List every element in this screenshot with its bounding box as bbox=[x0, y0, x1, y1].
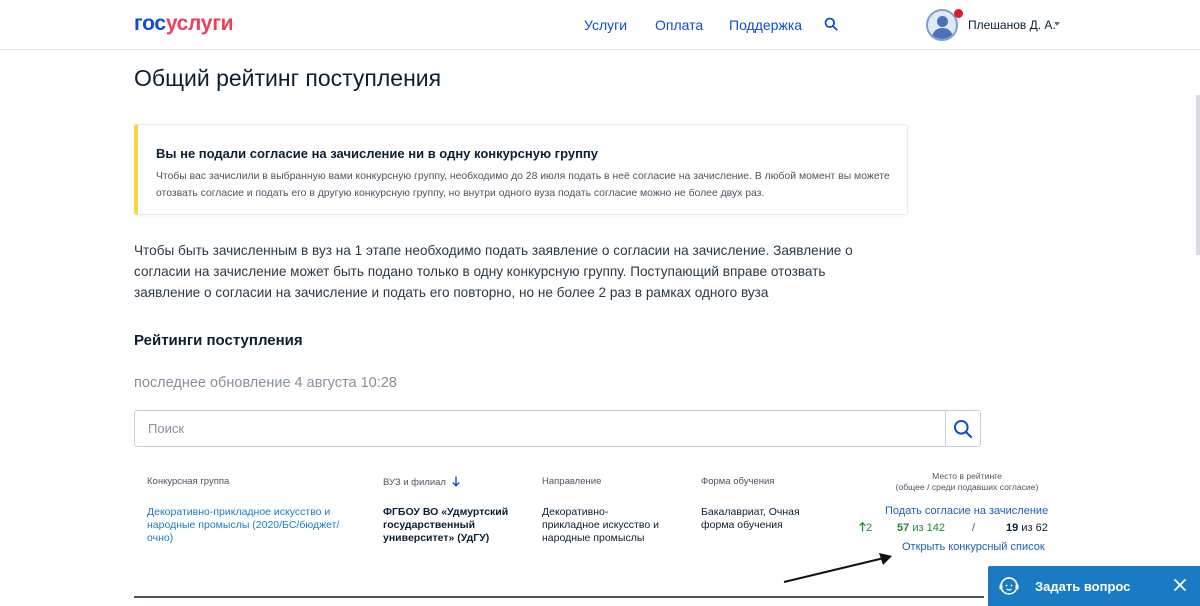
place-total-of: из bbox=[912, 522, 924, 534]
header-place-subtitle: (общее / среди подавших согласие) bbox=[895, 482, 1039, 492]
search-input[interactable] bbox=[135, 411, 945, 446]
scrollbar[interactable] bbox=[1196, 95, 1200, 255]
close-icon[interactable] bbox=[1172, 577, 1188, 593]
alert-title: Вы не подали согласие на зачисление ни в одну конкурсную группу bbox=[156, 146, 599, 161]
user-name[interactable]: Плешанов Д. А. bbox=[968, 18, 1056, 32]
place-total-value: 57 bbox=[897, 522, 910, 534]
chevron-down-icon[interactable] bbox=[1054, 22, 1060, 26]
row-university: ФГБОУ ВО «Удмуртский государственный университет» (УдГУ) bbox=[383, 506, 509, 544]
gosuslugi-logo[interactable] bbox=[134, 12, 233, 36]
row-direction: Декоративно-прикладное искусство и народные промыслы bbox=[542, 506, 659, 544]
row-form: Бакалавриат, Очная форма обучения bbox=[701, 506, 800, 531]
ask-question-button[interactable] bbox=[988, 566, 1200, 606]
open-competition-list-link[interactable]: Открыть конкурсный список bbox=[902, 541, 1045, 553]
last-update: последнее обновление 4 августа 10:28 bbox=[134, 375, 397, 391]
place-consent-of: из bbox=[1021, 522, 1033, 534]
header-university[interactable] bbox=[383, 476, 460, 488]
top-header bbox=[0, 0, 1200, 50]
header-group: Конкурсная группа bbox=[147, 476, 230, 487]
row-group-link[interactable]: Декоративно-прикладное искусство и народные промыслы (2020/БС/бюджет/очно) bbox=[147, 506, 340, 544]
header-place-title: Место в рейтинге bbox=[932, 471, 1002, 481]
divider bbox=[134, 596, 984, 598]
rating-change bbox=[859, 522, 872, 534]
section-title: Рейтинги поступления bbox=[134, 332, 303, 349]
header-form: Форма обучения bbox=[701, 476, 775, 487]
nav-payment[interactable]: Оплата bbox=[655, 17, 704, 33]
logo-part-uslugi: услуги bbox=[165, 12, 234, 35]
logo-part-gos: гос bbox=[134, 12, 166, 35]
avatar-head bbox=[937, 16, 948, 27]
place-separator: / bbox=[972, 522, 976, 534]
page-title: Общий рейтинг поступления bbox=[134, 65, 442, 91]
place-consent-count: 62 bbox=[1035, 522, 1048, 534]
place-total-count: 142 bbox=[926, 522, 945, 534]
place-consent bbox=[1006, 522, 1048, 534]
intro-text: Чтобы быть зачисленным в вуз на 1 этапе необходимо подать заявление о согласии на зачисление. Заявление о согласии на зачисление может быть подано только в одну конкурсную группу. Поступающий вправе отозвать заявление о согласии на зачисление и подать его повторно, но не более 2 раз в рамках одного вуза bbox=[134, 243, 853, 300]
notification-dot bbox=[954, 9, 963, 18]
consent-alert bbox=[134, 124, 908, 215]
search-button[interactable] bbox=[945, 411, 980, 446]
avatar-body bbox=[932, 28, 953, 41]
search-icon bbox=[953, 419, 973, 439]
sort-down-icon[interactable] bbox=[452, 476, 460, 487]
header-place bbox=[872, 471, 1062, 493]
nav-services[interactable]: Услуги bbox=[584, 17, 628, 33]
header-direction: Направление bbox=[542, 476, 602, 487]
alert-text: Чтобы вас зачислили в выбранную вами конкурсную группу, необходимо до 28 июля подать в неё согласие на зачисление. В любой момент вы можете отозвать согласие и подать его в другую конкурсную группу, но внутри одного вуза подать согласие можно не более двух раз. bbox=[156, 171, 890, 199]
search-box bbox=[134, 410, 981, 447]
header-university-label: ВУЗ и филиал bbox=[383, 477, 446, 488]
nav-support[interactable]: Поддержка bbox=[729, 17, 803, 33]
place-consent-value: 19 bbox=[1006, 522, 1019, 534]
annotation-arrow-icon bbox=[780, 550, 900, 590]
ask-question-label: Задать вопрос bbox=[1035, 579, 1131, 594]
place-total bbox=[897, 522, 945, 534]
arrow-up-icon bbox=[859, 522, 866, 532]
consent-link[interactable]: Подать согласие на зачисление bbox=[885, 505, 1049, 517]
search-icon[interactable] bbox=[824, 17, 838, 31]
support-chat-icon bbox=[998, 575, 1020, 597]
rating-change-value: 2 bbox=[866, 522, 873, 534]
